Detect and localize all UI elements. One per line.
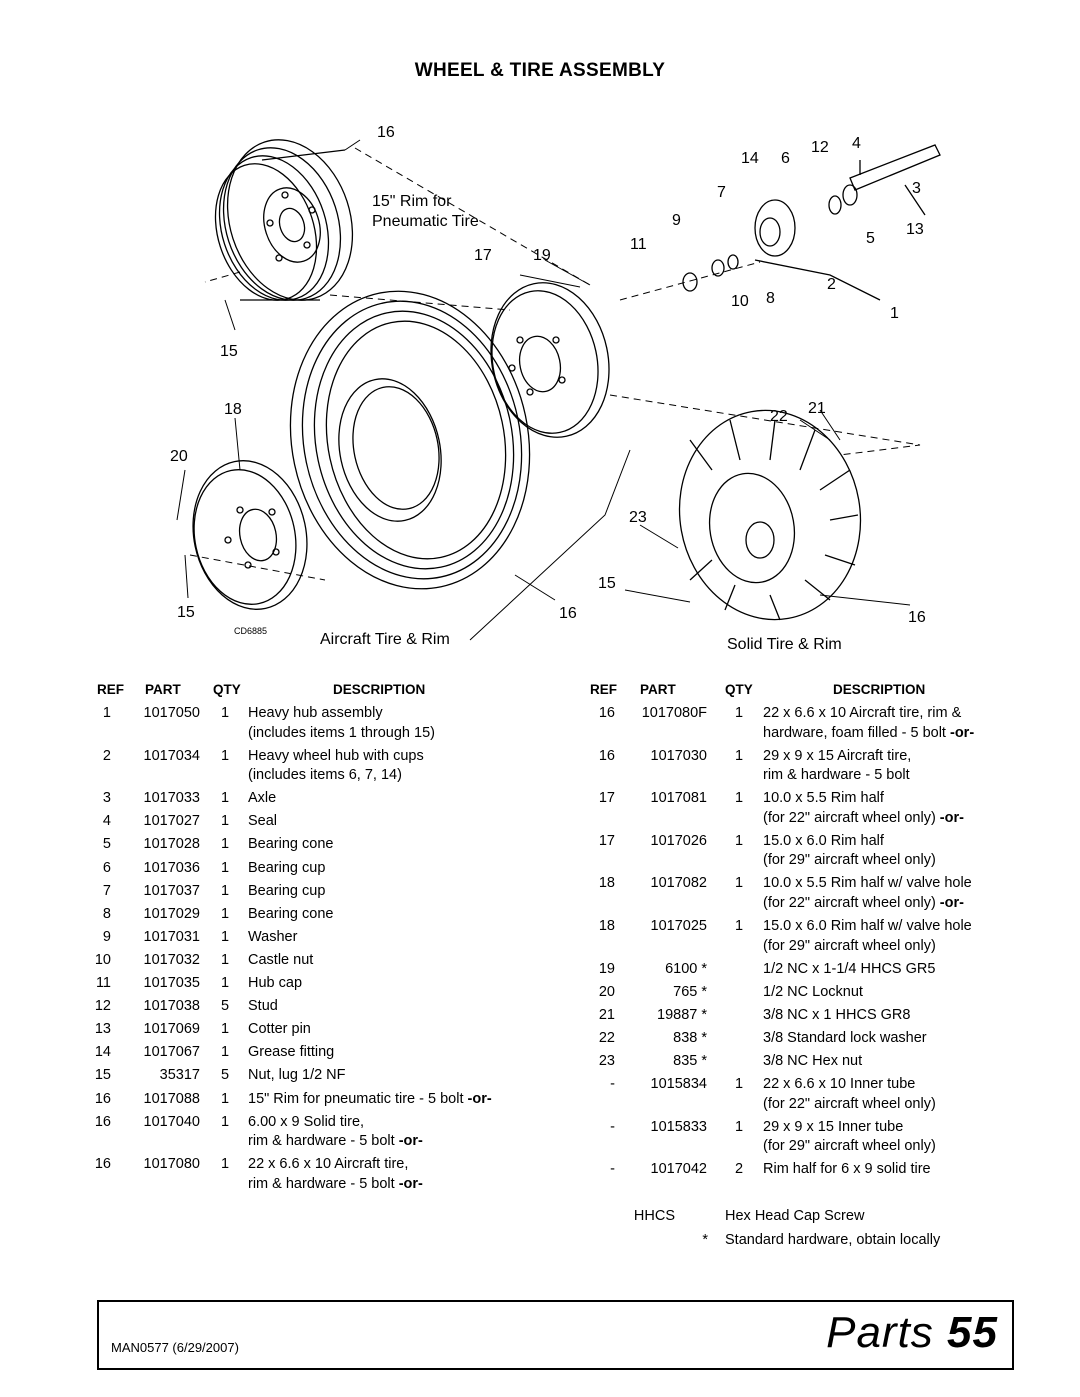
row-ref: 15 — [94, 1067, 111, 1084]
row-qty: 1 — [220, 975, 230, 991]
page-title: WHEEL & TIRE ASSEMBLY — [414, 60, 666, 81]
row-ref: 16 — [94, 1090, 111, 1107]
parts-table-right — [590, 680, 1020, 1181]
or-marker: -or- — [949, 724, 975, 741]
header-part: PART — [145, 682, 181, 697]
row-description — [763, 960, 935, 980]
description-line: Nut, lug 1/2 NF — [248, 1067, 346, 1084]
or-marker: -or- — [398, 1133, 423, 1150]
description-line: Grease fitting — [248, 1044, 335, 1061]
row-qty: 1 — [220, 882, 230, 899]
row-description — [248, 812, 277, 832]
description-line: 10.0 x 5.5 Rim half w/ valve hole — [763, 875, 972, 892]
description-line: Bearing cup — [248, 859, 326, 876]
row-qty: 1 — [734, 875, 744, 892]
table-header — [590, 680, 1020, 702]
description-line: Seal — [248, 813, 278, 830]
callout: 11 — [630, 236, 647, 253]
row-description — [248, 974, 302, 994]
header-ref: REF — [590, 682, 617, 697]
row-description — [763, 1075, 936, 1114]
row-description — [763, 1160, 931, 1180]
row-description — [248, 882, 325, 902]
diagram-code: CD6885 — [234, 626, 268, 636]
callout: 7 — [717, 184, 726, 201]
description-line: rim & hardware - 5 bolt — [248, 1133, 399, 1150]
row-part-number: 1017028 — [143, 836, 200, 853]
row-ref: 19 — [598, 960, 615, 977]
row-part-number: 1017080F — [641, 705, 707, 721]
row-part-number: 1017069 — [143, 1021, 200, 1038]
callout: 16 — [377, 124, 395, 141]
row-part-number: 1017026 — [650, 832, 707, 849]
wheel-tire-exploded-diagram — [0, 0, 1080, 670]
caption-solid: Solid Tire & Rim — [727, 636, 842, 653]
row-ref: 16 — [598, 705, 615, 721]
row-part-number: 1017025 — [650, 918, 707, 934]
row-description — [763, 1029, 927, 1049]
description-line: Stud — [248, 998, 278, 1015]
row-part-number: 1017031 — [143, 928, 200, 945]
description-line: 3/8 Standard lock washer — [763, 1029, 927, 1046]
row-part-number: 1017027 — [143, 813, 200, 830]
description-line: Hub cap — [248, 975, 303, 991]
row-part-number: 1017037 — [143, 882, 200, 899]
description-line: rim & hardware - 5 bolt — [248, 1175, 399, 1192]
row-qty: 1 — [220, 747, 230, 764]
row-part-number: 1017035 — [143, 975, 200, 991]
row-part-number: 1015834 — [650, 1076, 707, 1093]
row-part-number: 838 * — [673, 1029, 707, 1046]
row-ref: 17 — [598, 832, 615, 849]
row-ref: 23 — [598, 1053, 615, 1069]
abbreviation-legend — [590, 1206, 1020, 1250]
callout: 1 — [890, 305, 899, 322]
row-description — [248, 1155, 423, 1194]
description-line: (for 29" aircraft wheel only) — [763, 1138, 936, 1155]
callout: 15 — [220, 343, 238, 360]
description-line: 15.0 x 6.0 Rim half — [763, 832, 884, 849]
document-id: MAN0577 (6/29/2007) — [111, 1340, 239, 1355]
row-ref: 9 — [102, 928, 111, 945]
description-line: (includes items 6, 7, 14) — [248, 767, 402, 784]
row-ref: 13 — [94, 1021, 111, 1038]
description-line: 1/2 NC x 1-1/4 HHCS GR5 — [763, 960, 936, 977]
row-ref: 18 — [598, 918, 615, 934]
section-name: Parts — [826, 1308, 934, 1357]
row-qty: 1 — [734, 832, 744, 849]
row-part-number: 1017033 — [143, 790, 200, 807]
row-description — [763, 747, 911, 786]
row-ref: 11 — [95, 975, 111, 991]
row-ref: 18 — [598, 875, 615, 892]
solid-tire-drawing — [663, 396, 877, 634]
row-part-number: 1017080 — [143, 1156, 200, 1173]
description-line: Bearing cup — [248, 882, 326, 899]
description-line: Cotter pin — [248, 1021, 311, 1038]
row-part-number: 1017038 — [143, 998, 200, 1015]
row-description — [248, 859, 325, 879]
callout: 13 — [906, 221, 924, 238]
row-ref: 1 — [102, 705, 111, 721]
callout: 4 — [852, 135, 861, 152]
description-line: Bearing cone — [248, 905, 334, 922]
row-qty: 1 — [220, 1021, 230, 1038]
or-marker: -or- — [467, 1090, 492, 1107]
row-description — [248, 789, 276, 809]
row-qty: 1 — [734, 918, 744, 934]
row-qty: 5 — [220, 998, 230, 1015]
table-header — [95, 680, 545, 702]
or-marker: -or- — [939, 809, 964, 826]
hub-axle-drawing — [683, 145, 940, 300]
callout: 20 — [170, 448, 188, 465]
description-line: 1/2 NC Locknut — [763, 983, 863, 1000]
description-line: Bearing cone — [248, 836, 334, 853]
header-ref: REF — [97, 682, 124, 697]
row-description — [763, 832, 936, 871]
row-qty: 2 — [734, 1161, 744, 1178]
row-description — [763, 1052, 862, 1072]
description-line: 29 x 9 x 15 Aircraft tire, — [763, 747, 912, 764]
row-ref: - — [610, 1076, 615, 1093]
row-description — [763, 983, 863, 1003]
callout: 8 — [766, 290, 775, 307]
callout: 16 — [559, 605, 577, 622]
row-description — [248, 1066, 346, 1086]
callout: 14 — [741, 150, 759, 167]
row-description — [763, 874, 972, 913]
description-line: Washer — [248, 928, 298, 945]
row-qty: 1 — [220, 905, 230, 922]
callout: 23 — [629, 509, 647, 526]
row-part-number: 835 * — [673, 1053, 707, 1069]
description-line: 22 x 6.6 x 10 Aircraft tire, — [248, 1156, 409, 1173]
row-ref: 16 — [94, 1156, 111, 1173]
row-part-number: 1017081 — [650, 790, 707, 807]
callout: 18 — [224, 401, 242, 418]
header-part: PART — [640, 682, 676, 697]
row-part-number: 1017050 — [143, 705, 200, 721]
header-qty: QTY — [725, 682, 753, 697]
header-description: DESCRIPTION — [333, 682, 426, 697]
header-qty: QTY — [213, 682, 241, 697]
row-description — [763, 789, 964, 828]
description-line: 29 x 9 x 15 Inner tube — [763, 1118, 904, 1135]
row-part-number: 1015833 — [650, 1118, 707, 1135]
or-marker: -or- — [939, 894, 964, 911]
callout: 22 — [770, 408, 788, 425]
row-qty: 1 — [734, 747, 744, 764]
callout: 3 — [912, 180, 921, 197]
row-description — [248, 704, 435, 743]
row-qty: 1 — [220, 951, 230, 968]
legend-text-hhcs: Hex Head Cap Screw — [725, 1208, 865, 1224]
rim-pneumatic-drawing — [199, 123, 373, 316]
description-line: Heavy wheel hub with cups — [248, 747, 424, 764]
description-line: 22 x 6.6 x 10 Aircraft tire, rim & — [763, 705, 962, 721]
row-qty: 1 — [220, 1156, 230, 1173]
row-part-number: 1017030 — [650, 747, 707, 764]
row-description — [248, 1113, 423, 1152]
row-ref: 8 — [102, 905, 111, 922]
page-number: 55 — [947, 1308, 998, 1357]
description-line: (for 22" aircraft wheel only) — [763, 894, 940, 911]
row-description — [248, 747, 424, 786]
row-qty: 1 — [734, 1076, 744, 1093]
row-part-number: 765 * — [673, 983, 707, 1000]
description-line: hardware, foam filled - 5 bolt — [763, 724, 950, 741]
row-part-number: 35317 — [159, 1067, 200, 1084]
page-footer — [97, 1300, 1014, 1370]
description-line: Axle — [248, 790, 277, 807]
row-part-number: 1017040 — [143, 1113, 200, 1130]
row-ref: 5 — [102, 836, 111, 853]
row-description — [248, 928, 297, 948]
row-description — [763, 704, 974, 743]
row-part-number: 19887 * — [657, 1006, 707, 1023]
description-line: (for 22" aircraft wheel only) — [763, 809, 940, 826]
row-ref: 22 — [598, 1029, 615, 1046]
row-part-number: 1017067 — [143, 1044, 200, 1061]
row-qty: 1 — [220, 1113, 230, 1130]
row-description — [248, 997, 278, 1017]
header-description: DESCRIPTION — [833, 682, 926, 697]
row-description — [248, 905, 333, 925]
row-ref: 12 — [94, 998, 111, 1015]
row-ref: 16 — [94, 1113, 111, 1130]
legend-key-star: * — [702, 1232, 708, 1248]
description-line: 22 x 6.6 x 10 Inner tube — [763, 1076, 916, 1093]
row-description — [763, 1006, 910, 1026]
description-line: 15.0 x 6.0 Rim half w/ valve hole — [763, 918, 972, 934]
callout: 2 — [827, 276, 836, 293]
description-line: Castle nut — [248, 951, 314, 968]
row-qty: 1 — [734, 1118, 744, 1135]
callout: 21 — [808, 400, 826, 417]
row-description — [248, 835, 333, 855]
row-description — [763, 917, 972, 956]
description-line: 15" Rim for pneumatic tire - 5 bolt — [248, 1090, 468, 1107]
row-part-number: 1017036 — [143, 859, 200, 876]
row-ref: 7 — [102, 882, 111, 899]
callout: 17 — [474, 247, 492, 264]
row-part-number: 1017032 — [143, 951, 200, 968]
row-part-number: 1017082 — [650, 875, 707, 892]
aircraft-tire-drawing — [263, 269, 556, 612]
caption-rim-line2: Pneumatic Tire — [372, 213, 479, 230]
description-line: rim & hardware - 5 bolt — [763, 767, 910, 784]
row-description — [248, 951, 313, 971]
row-qty: 1 — [220, 928, 230, 945]
callout: 5 — [866, 230, 875, 247]
row-ref: - — [610, 1118, 615, 1135]
row-description — [763, 1118, 936, 1157]
row-qty: 5 — [220, 1067, 230, 1084]
row-ref: 3 — [102, 790, 111, 807]
caption-rim-line1: 15" Rim for — [372, 193, 452, 210]
row-ref: 21 — [598, 1006, 615, 1023]
description-line: 3/8 NC Hex nut — [763, 1053, 863, 1069]
description-line: 10.0 x 5.5 Rim half — [763, 790, 884, 807]
row-qty: 1 — [220, 1044, 230, 1061]
row-qty: 1 — [734, 705, 744, 721]
row-ref: 6 — [102, 859, 111, 876]
row-qty: 1 — [220, 836, 230, 853]
row-qty: 1 — [220, 790, 230, 807]
callout: 9 — [672, 212, 681, 229]
rim-half-17-drawing — [477, 272, 623, 449]
description-line: 3/8 NC x 1 HHCS GR8 — [763, 1006, 911, 1023]
legend-text-star: Standard hardware, obtain locally — [725, 1232, 941, 1248]
row-description — [248, 1090, 492, 1110]
row-part-number: 1017088 — [143, 1090, 200, 1107]
caption-aircraft: Aircraft Tire & Rim — [320, 631, 450, 648]
parts-table-left — [95, 680, 545, 1196]
callout: 15 — [177, 604, 195, 621]
callout: 10 — [731, 293, 749, 310]
row-description — [248, 1020, 311, 1040]
row-ref: 14 — [94, 1044, 111, 1061]
row-part-number: 6100 * — [665, 960, 707, 977]
row-qty: 1 — [220, 813, 230, 830]
description-line: Heavy hub assembly — [248, 705, 383, 721]
callout: 19 — [533, 247, 551, 264]
row-ref: 2 — [102, 747, 111, 764]
description-line: 6.00 x 9 Solid tire, — [248, 1113, 365, 1130]
description-line: Rim half for 6 x 9 solid tire — [763, 1161, 931, 1178]
description-line: (for 29" aircraft wheel only) — [763, 852, 936, 869]
section-page-label — [826, 1308, 998, 1358]
row-part-number: 1017034 — [143, 747, 200, 764]
row-qty: 1 — [220, 705, 230, 721]
row-ref: - — [610, 1161, 615, 1178]
description-line: (includes items 1 through 15) — [248, 724, 435, 741]
row-part-number: 1017029 — [143, 905, 200, 922]
row-ref: 16 — [598, 747, 615, 764]
row-ref: 17 — [598, 790, 615, 807]
rim-half-18-drawing — [180, 450, 321, 620]
callout: 15 — [598, 575, 616, 592]
legend-key-hhcs: HHCS — [633, 1208, 675, 1224]
description-line: (for 29" aircraft wheel only) — [763, 937, 936, 954]
row-qty: 1 — [220, 1090, 230, 1107]
callout: 6 — [781, 150, 790, 167]
row-ref: 4 — [102, 813, 111, 830]
row-part-number: 1017042 — [650, 1161, 707, 1178]
callout: 16 — [908, 609, 926, 626]
row-ref: 10 — [94, 951, 111, 968]
row-qty: 1 — [220, 859, 230, 876]
callout: 12 — [811, 139, 829, 156]
description-line: (for 22" aircraft wheel only) — [763, 1095, 936, 1112]
or-marker: -or- — [398, 1175, 423, 1192]
row-description — [248, 1043, 334, 1063]
row-ref: 20 — [598, 983, 615, 1000]
row-qty: 1 — [734, 790, 744, 807]
